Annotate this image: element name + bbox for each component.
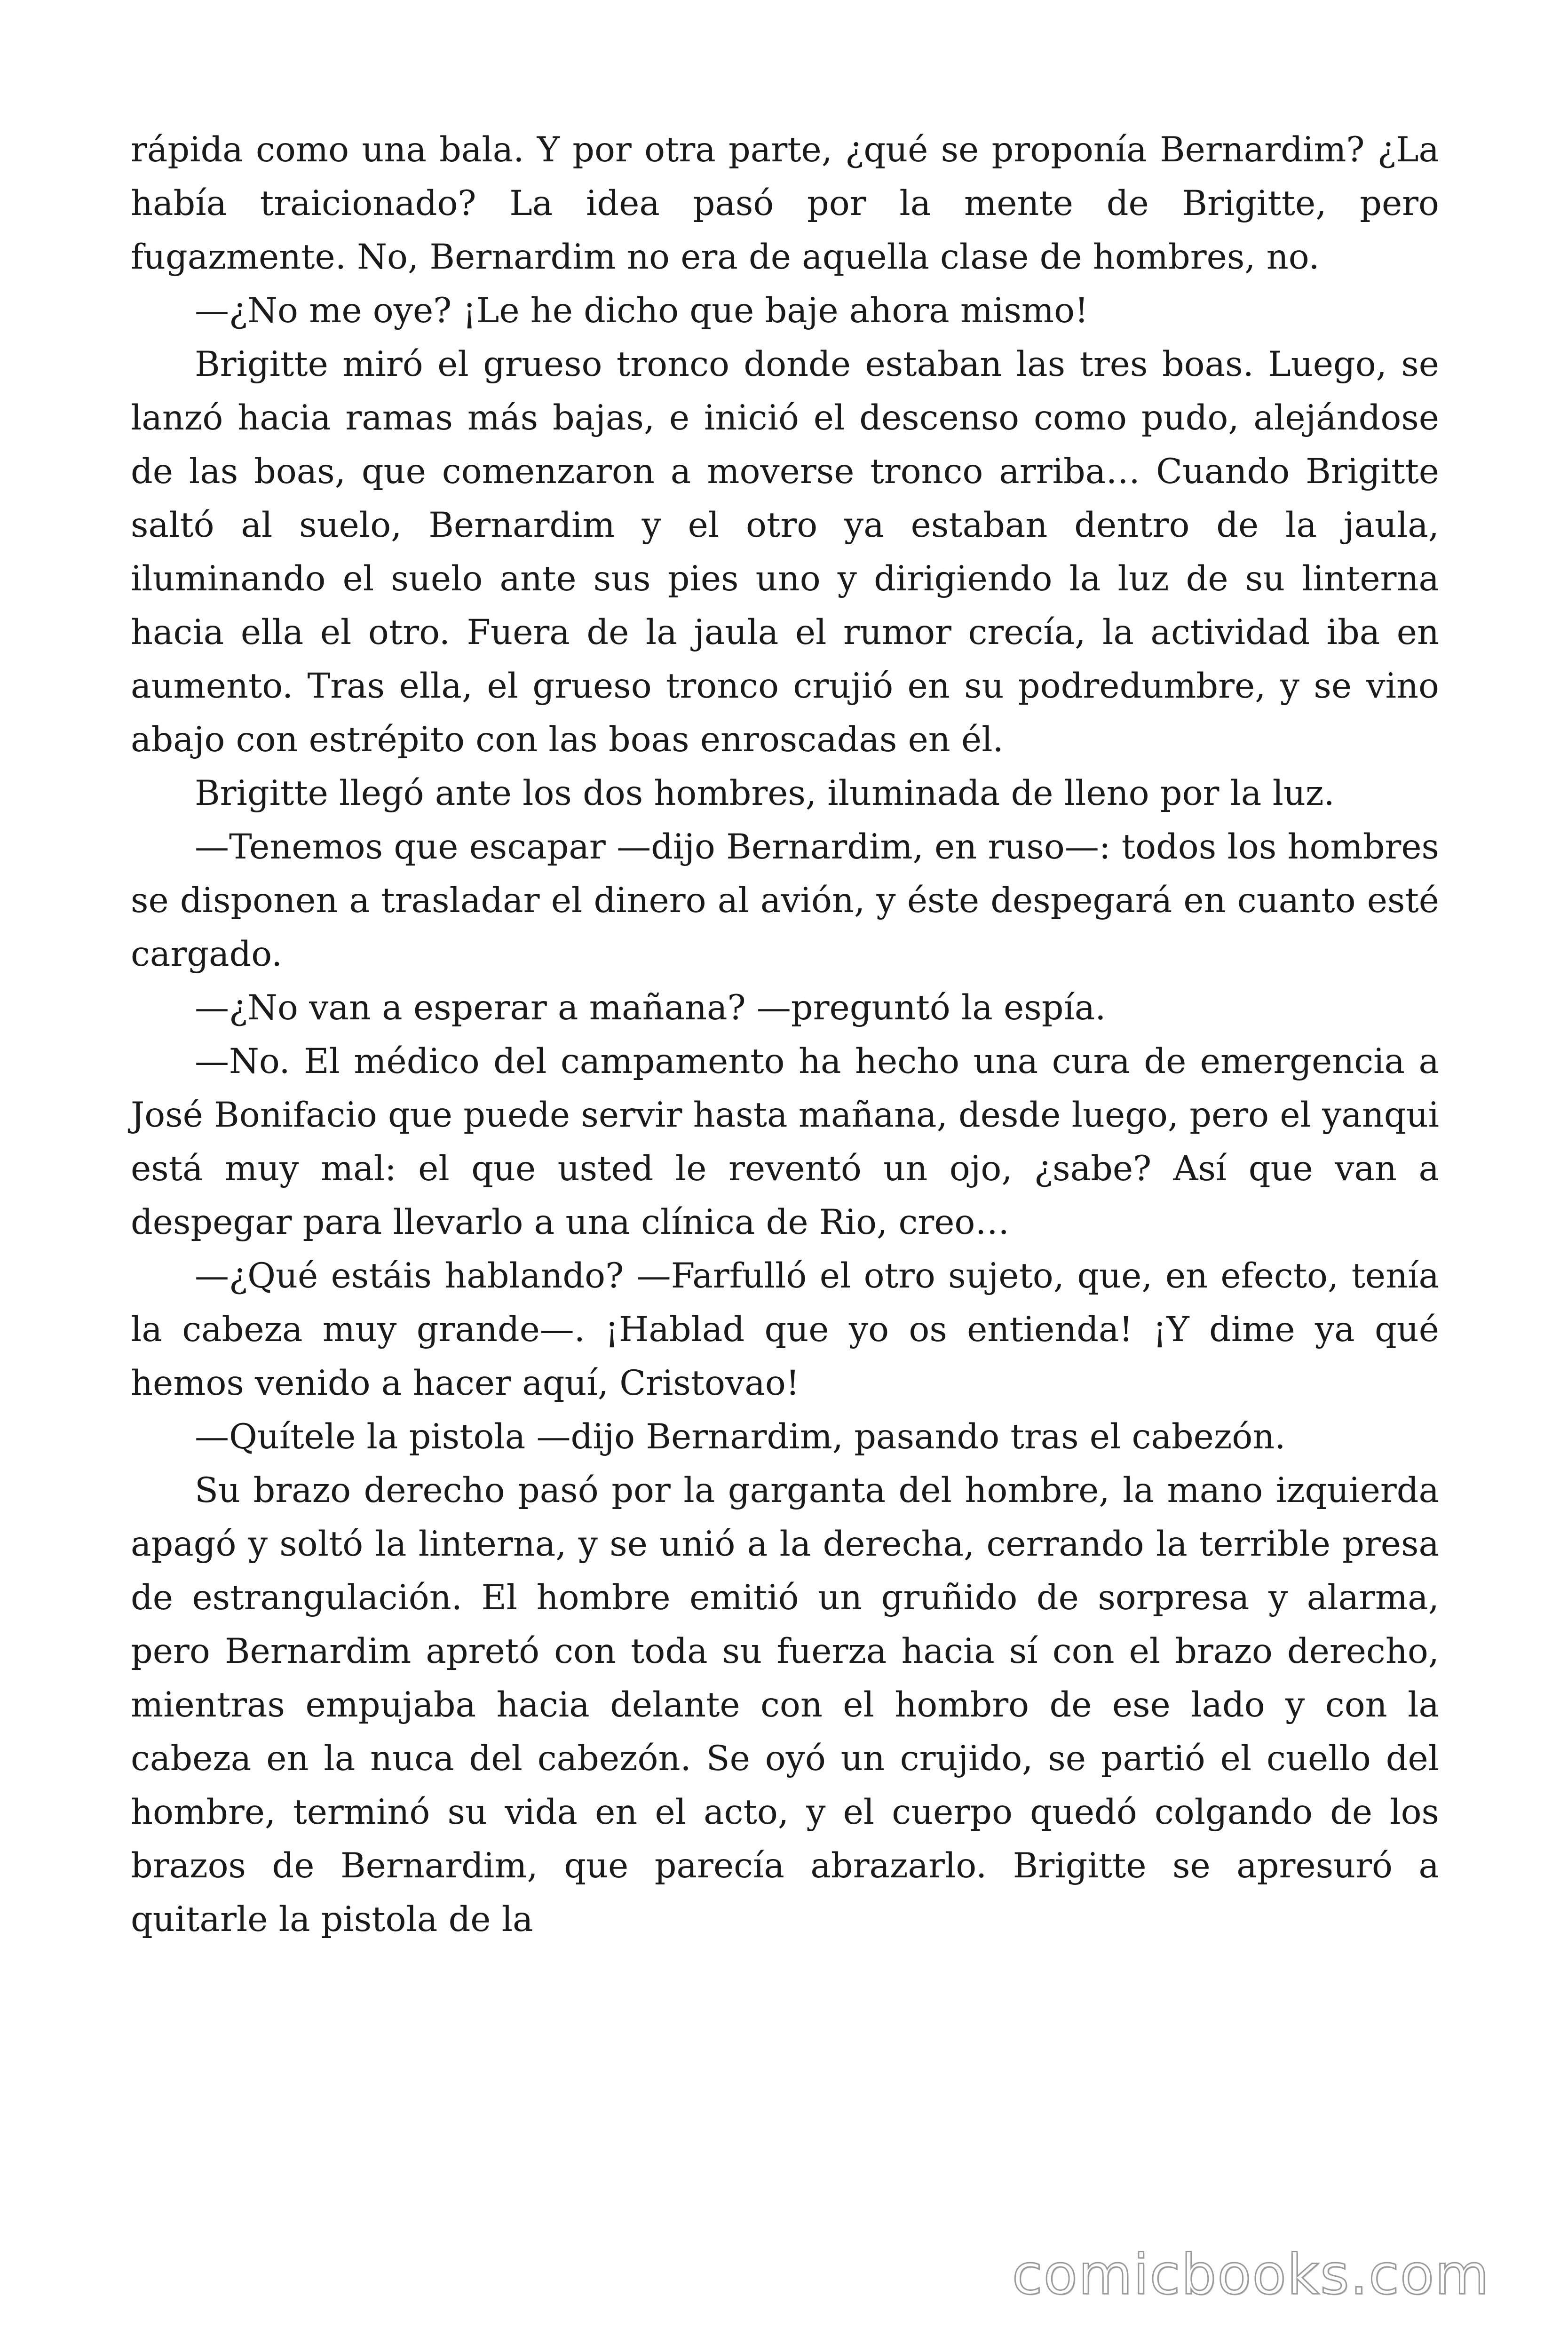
paragraph: Su brazo derecho pasó por la garganta del hombre, la mano izquierda apagó y soltó la linterna, y se unió a la derecha, cerrando la terrible presa de estrangulación. El hombre emitió un gruñido de sorpresa y alarma, pero Bernardim apretó con toda su fuerza hacia sí con el brazo derecho, mientras empujaba hacia delante con el hombro de ese lado y con la cabeza en la nuca del cabezón. Se oyó un crujido, se partió el cuello del hombre, terminó su vida en el acto, y el cuerpo quedó colgando de los brazos de Bernardim, que parecía abrazarlo. Brigitte se apresuró a quitarle la pistola de la [131, 1470, 1439, 1939]
book-page-text [131, 123, 1439, 1947]
paragraph: rápida como una bala. Y por otra parte, ¿qué se proponía Bernardim? ¿La había traicionado? La idea pasó por la mente de Brigitte, pero fugazmente. No, Bernardim no era de aquella clase de hombres, no. [131, 130, 1439, 277]
watermark: comicbooks.com [1012, 2242, 1490, 2307]
paragraph: —¿No me oye? ¡Le he dicho que baje ahora mismo! [195, 291, 1089, 331]
paragraph: —¿Qué estáis hablando? —Farfulló el otro sujeto, que, en efecto, tenía la cabeza muy grande—. ¡Hablad que yo os entienda! ¡Y dime ya qué hemos venido a hacer aquí, Cristovao! [131, 1256, 1439, 1403]
paragraph: Brigitte llegó ante los dos hombres, iluminada de lleno por la luz. [195, 773, 1335, 813]
paragraph: —¿No van a esperar a mañana? —preguntó la espía. [195, 988, 1106, 1028]
paragraph: Brigitte miró el grueso tronco donde estaban las tres boas. Luego, se lanzó hacia ramas más bajas, e inició el descenso como pudo, alejándose de las boas, que comenzaron a moverse tronco arriba… Cuando Brigitte saltó al suelo, Bernardim y el otro ya estaban dentro de la jaula, iluminando el suelo ante sus pies uno y dirigiendo la luz de su linterna hacia ella el otro. Fuera de la jaula el rumor crecía, la actividad iba en aumento. Tras ella, el grueso tronco crujió en su podredumbre, y se vino abajo con estrépito con las boas enroscadas en él. [131, 344, 1439, 760]
paragraph: —No. El médico del campamento ha hecho una cura de emergencia a José Bonifacio que puede servir hasta mañana, desde luego, pero el yanqui está muy mal: el que usted le reventó un ojo, ¿sabe? Así que van a despegar para llevarlo a una clínica de Rio, creo… [131, 1041, 1439, 1242]
paragraph: —Tenemos que escapar —dijo Bernardim, en ruso—: todos los hombres se disponen a trasladar el dinero al avión, y éste despegará en cuanto esté cargado. [131, 827, 1439, 974]
paragraph: —Quítele la pistola —dijo Bernardim, pasando tras el cabezón. [195, 1417, 1286, 1457]
